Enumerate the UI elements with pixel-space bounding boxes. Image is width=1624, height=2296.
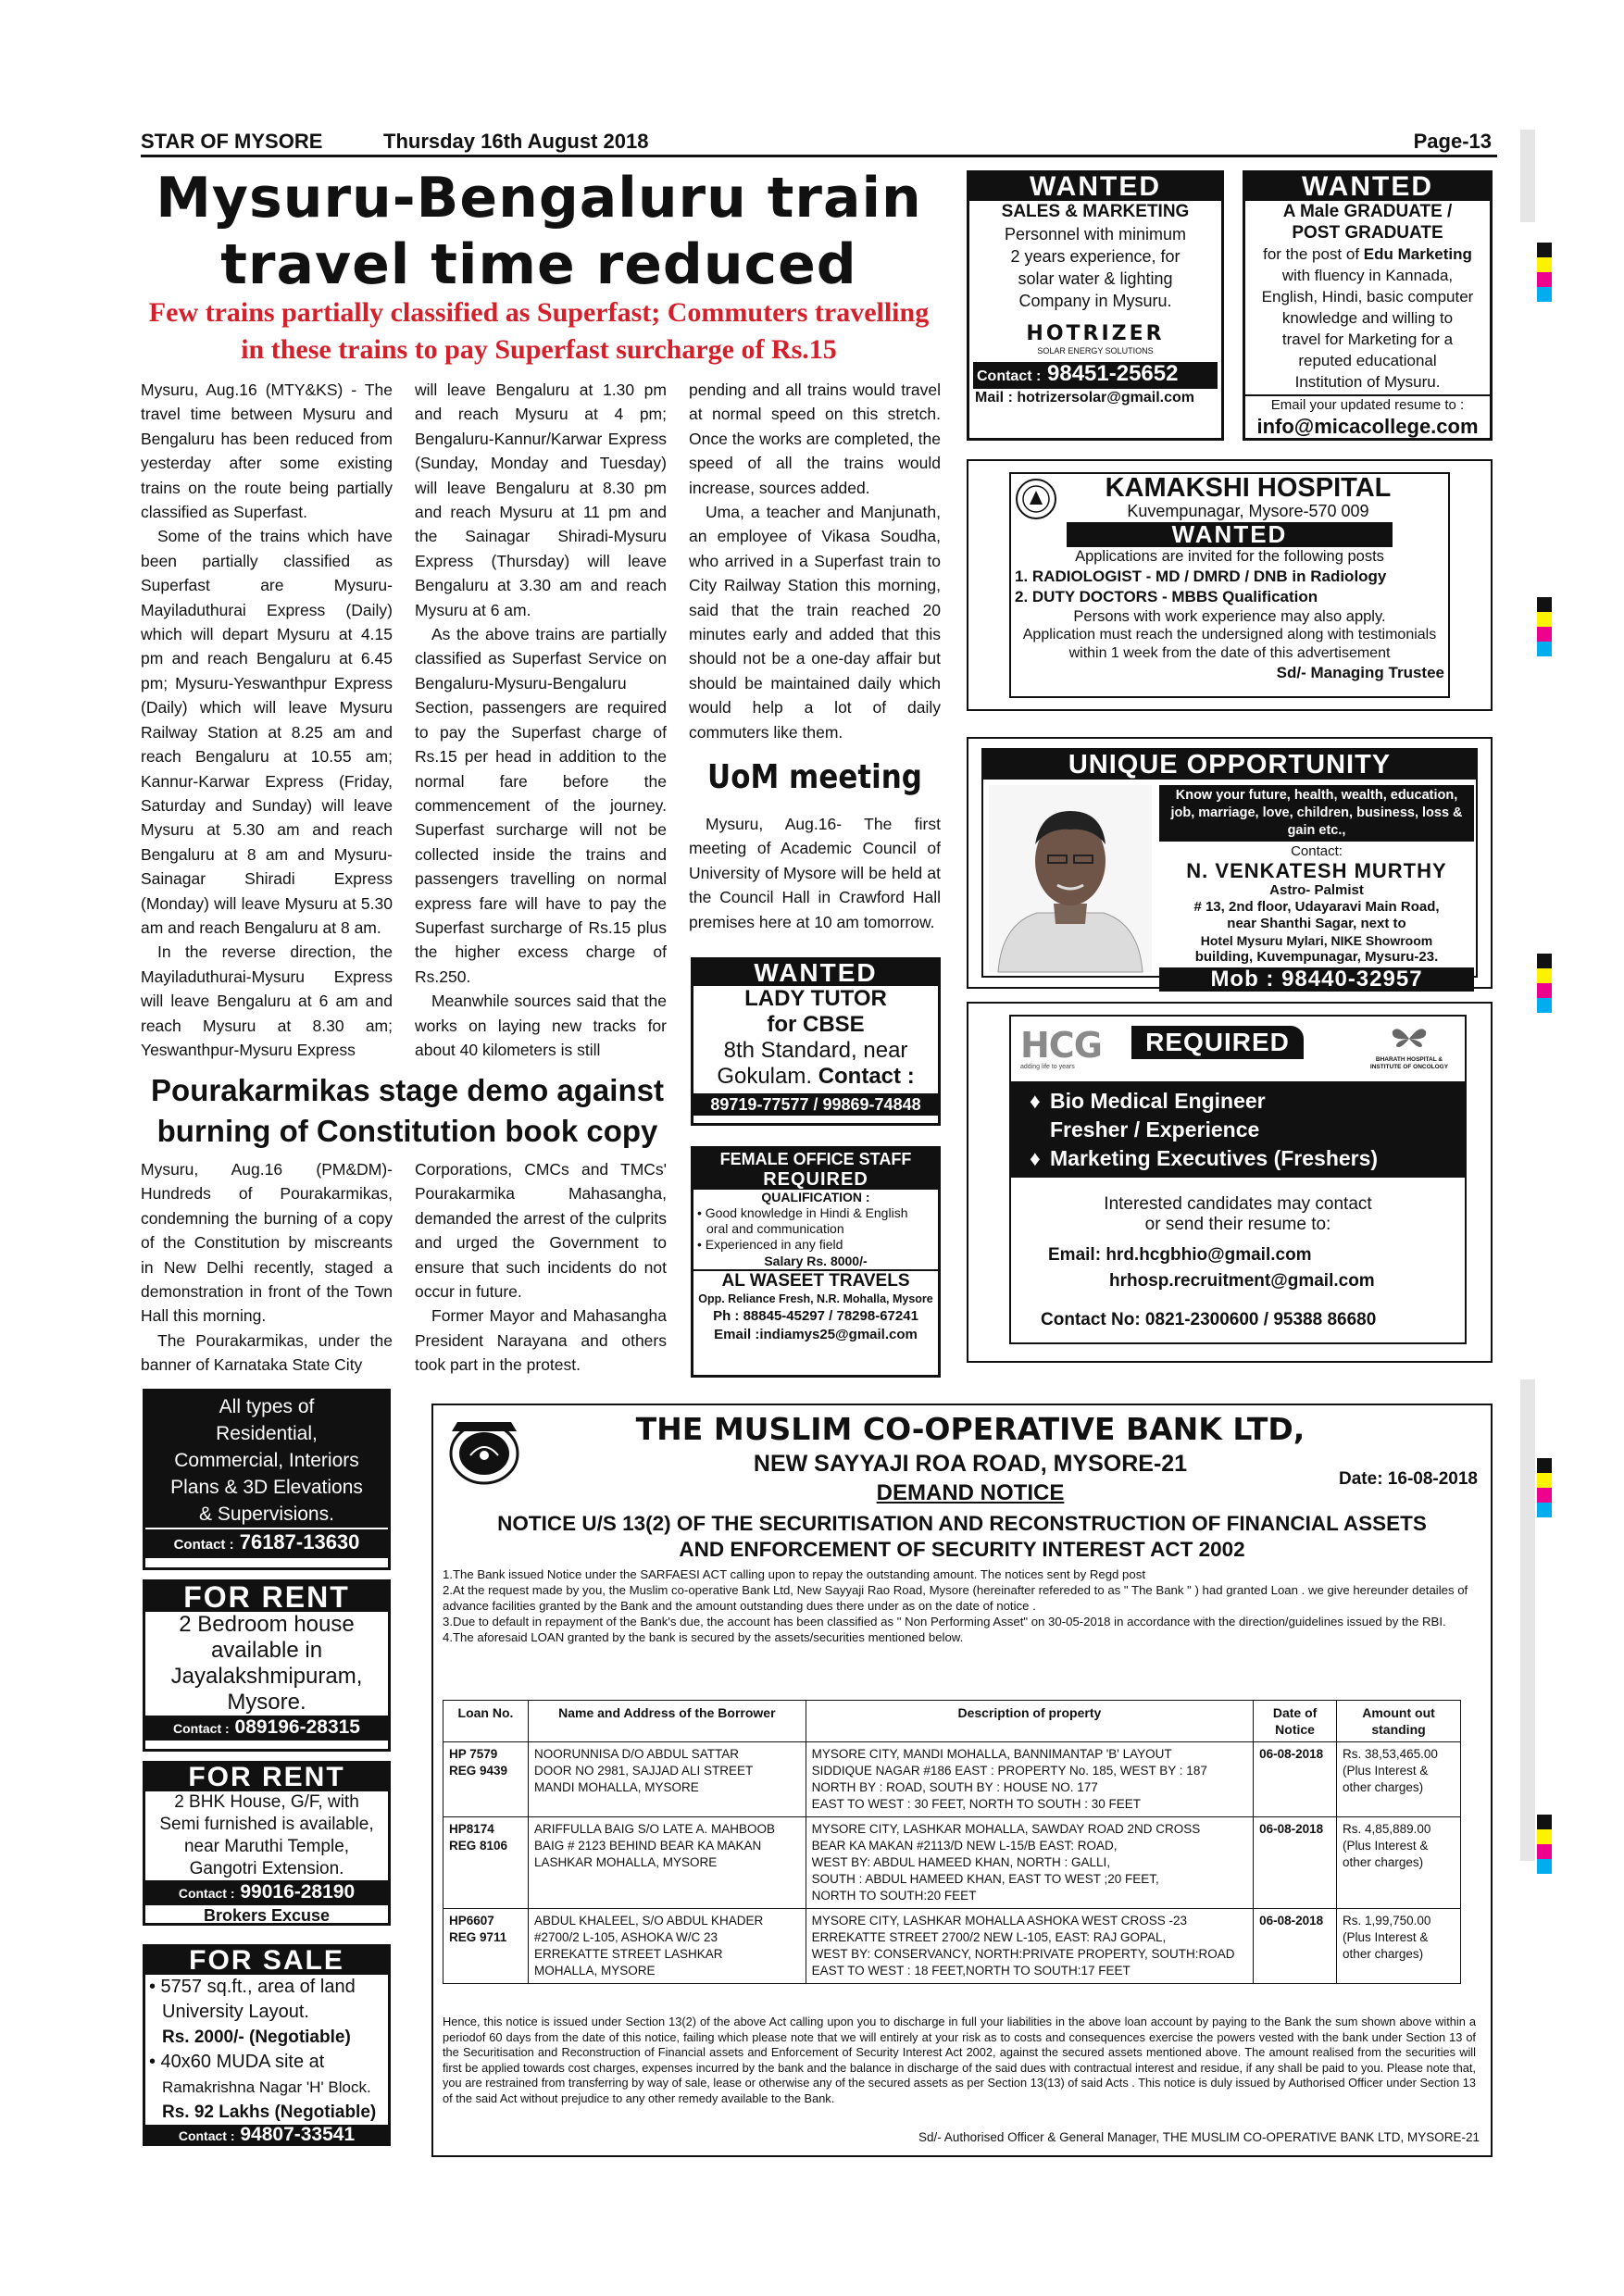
classified-line: Jayalakshmipuram, — [170, 1664, 363, 1689]
ad-line: knowledge and willing to — [1281, 309, 1454, 327]
borrower: NOORUNNISA D/O ABDUL SATTAR DOOR NO 2981, SAJJAD ALI STREET MANDI MOHALLA, MYSORE — [528, 1742, 806, 1817]
loan-no: HP 7579 REG 9439 — [443, 1742, 529, 1817]
classified-contact: Contact : 76187-13630 — [145, 1528, 388, 1558]
notice-date: Date: 16-08-2018 — [1339, 1469, 1478, 1489]
cmyk-marks-4 — [1537, 1458, 1552, 1517]
lead-story-subhead — [141, 294, 937, 368]
classified-line: 2 Bedroom house — [179, 1612, 355, 1637]
classified-price: Rs. 2000/- (Negotiable) — [162, 2028, 351, 2047]
female-salary: Salary Rs. 8000/- — [764, 1254, 868, 1268]
classified-title: FOR SALE — [145, 1947, 388, 1975]
hcg-email-2: hrhosp.recruitment@gmail.com — [1109, 1271, 1375, 1291]
classified-note: Brokers Excuse — [203, 1906, 331, 1925]
notice-date-cell: 06-08-2018 — [1254, 1817, 1337, 1909]
mica-email: info@micacollege.com — [1256, 415, 1479, 438]
bank-name: THE MUSLIM CO-OPERATIVE BANK LTD, — [635, 1411, 1305, 1447]
table-header: Name and Address of the Borrower — [528, 1701, 806, 1742]
astro-address: # 13, 2nd floor, Udayaravi Main Road, — [1193, 899, 1440, 915]
ad-astrologer — [967, 737, 1493, 992]
hospital-address: Kuvempunagar, Mysore-570 009 — [1127, 502, 1369, 520]
hospital-wanted-banner: WANTED — [1067, 522, 1393, 547]
paragraph: The Pourakarmikas, under the banner of Karnataka State City — [141, 1330, 393, 1375]
ad-lady-tutor — [691, 957, 941, 1126]
paragraph: Corporations, CMCs and TMCs' Pourakarmika Mahasangha, demanded the arrest of the culprits and urged the Government to ensure that such incidents do not occur in future. — [415, 1160, 667, 1302]
hotrizer-logo: HOTRIZER — [1026, 322, 1165, 345]
classified-line: Semi furnished is available, — [159, 1815, 374, 1834]
classified-contact: Contact : 94807-33541 — [145, 2125, 388, 2146]
classified-contact: Contact : 99016-28190 — [145, 1880, 388, 1905]
hospital-sign: Sd/- Managing Trustee — [1276, 664, 1444, 681]
page-number: Page-13 — [1413, 130, 1492, 153]
female-address: Opp. Reliance Fresh, N.R. Mohalla, Mysore — [698, 1292, 933, 1305]
hcg-contact-number: Contact No: 0821-2300600 / 95388 86680 — [1041, 1310, 1377, 1329]
astro-address: Hotel Mysuru Mylari, NIKE Showroom — [1200, 933, 1433, 948]
ad-line: for the post of Edu Marketing — [1263, 245, 1472, 263]
notice-title-1: NOTICE U/S 13(2) OF THE SECURITISATION AND RECONSTRUCTION OF FINANCIAL ASSETS — [497, 1512, 1427, 1535]
classified-price: Rs. 92 Lakhs (Negotiable) — [162, 2103, 377, 2122]
issue-date: Thursday 16th August 2018 — [383, 130, 649, 153]
notice-points — [443, 1566, 1481, 1645]
table-row — [443, 1742, 1461, 1817]
paragraph: As the above trains are partially classified as Superfast Service on Bengaluru-Mysuru-Bengaluru Section, passengers are required to pay the Superfast charge of Rs.15 per head in addition to the normal fare before the commencement of the journey. Superfast surcharge will not be collected inside the trains and passengers travelling on normal express fare will have to pay the Superfast surcharge of Rs.15 plus the higher excess charge of Rs.250. — [415, 625, 667, 986]
butterfly-icon — [1391, 1026, 1428, 1052]
lead-story-column-1 — [141, 378, 393, 1062]
female-company: AL WASEET TRAVELS — [693, 1269, 938, 1292]
astro-role: Astro- Palmist — [1269, 882, 1364, 898]
amount: Rs. 1,99,750.00 (Plus Interest & other charges) — [1337, 1909, 1461, 1984]
demand-notice-title: DEMAND NOTICE — [876, 1480, 1065, 1505]
classified-line: & Supervisions. — [199, 1504, 334, 1525]
ad-wanted-banner: WANTED — [969, 173, 1221, 201]
bharath-hospital-logo: BHARATH HOSPITAL & INSTITUTE OF ONCOLOGY — [1363, 1026, 1455, 1071]
classified-line: Mysore. — [227, 1690, 306, 1715]
hcg-item-1b: Fresher / Experience — [1050, 1117, 1260, 1142]
story2-column-1 — [141, 1157, 393, 1378]
story2-headline — [141, 1070, 674, 1152]
astro-contact-label: Contact: — [1291, 843, 1343, 859]
ad-line: SALES & MARKETING — [1001, 202, 1190, 221]
ad-line: A Male GRADUATE / — [1282, 202, 1453, 221]
hcg-contact-2: or send their resume to: — [1144, 1215, 1331, 1234]
cmyk-marks-5 — [1537, 1815, 1552, 1874]
ad-line: Personnel with minimum — [1004, 225, 1187, 243]
borrower: ABDUL KHALEEL, S/O ABDUL KHADER #2700/2 L-105, ASHOKA W/C 23 ERREKATTE STREET LASHKAR MOHALLA, MYSORE — [528, 1909, 806, 1984]
hcg-item-2: ♦ Marketing Executives (Freshers) — [1030, 1144, 1465, 1173]
registration-gray-bar-mid — [1520, 1379, 1535, 1861]
property: MYSORE CITY, LASHKAR MOHALLA ASHOKA WEST CROSS -23 ERREKATTE STREET 2700/2 NEW L-105, EAST: RAJ GOPAL, WEST BY: CONSERVANCY, NORTH:PRIVATE PROPERTY, SOUTH:ROAD EAST TO WEST : 18 FEET,NORTH TO SOUTH:17 FEET — [806, 1909, 1253, 1984]
hospital-intro: Applications are invited for the following posts — [1075, 548, 1384, 565]
notice-point: 3.Due to default in repayment of the Bank's due, the account has been classified as " Non Performing Asset" on 30-05-2018 in accordance with the direction/guidelines issued by the RBI. — [443, 1615, 1446, 1628]
female-title-1: FEMALE OFFICE STAFF — [693, 1149, 938, 1169]
table-header: Loan No. — [443, 1701, 529, 1742]
classified-interiors — [143, 1389, 391, 1570]
classified-contact: Contact : 089196-28315 — [145, 1716, 388, 1741]
female-email: Email :indiamys25@gmail.com — [714, 1327, 918, 1342]
ad-line: Email your updated resume to : — [1245, 394, 1490, 415]
hcg-email-1: Email: hrd.hcgbhio@gmail.com — [1048, 1245, 1312, 1265]
classified-line: Commercial, Interiors — [174, 1450, 359, 1471]
classified-for-rent-2 — [143, 1761, 391, 1926]
paragraph: Some of the trains which have been partially classified as Superfast are Mysuru-Mayiladuthurai Express (Daily) which will depart Mysuru at 4.15 pm and reach Bengaluru at 6.45 pm; Mysuru-Yeswanthpur Express (Daily) which will leave Mysuru Railway Station at 8.25 am and reach Bengaluru at 10.55 am; Kannur-Karwar Express (Friday, Saturday and Sunday) will leave Mysuru at 5.30 am and reach Bengaluru at 8 am and Mysuru-Sainagar Shiradi Express (Monday) will leave Mysuru at 5.30 am and reach Bengaluru at 8 am. — [141, 527, 393, 937]
classified-for-sale — [143, 1944, 391, 2146]
ad-wanted-banner: WANTED — [1245, 173, 1490, 201]
astro-address: building, Kuvempunagar, Mysuru-23. — [1194, 949, 1439, 965]
borrower: ARIFFULLA BAIG S/O LATE A. MAHBOOB BAIG # 2123 BEHIND BEAR KA MAKAN LASHKAR MOHALLA, MYSORE — [528, 1817, 806, 1909]
lead-story-column-3 — [689, 378, 941, 744]
classified-line: All types of — [219, 1396, 315, 1417]
classified-line: near Maruthi Temple, — [183, 1837, 350, 1856]
paragraph: Uma, a teacher and Manjunath, an employee of Vikasa Soudha, who arrived in a Superfast train to City Railway Station this morning, said that the train reached 20 minutes early and added that this should not be a one-day affair but should be maintained daily which would help a lot of daily commuters like them. — [689, 503, 941, 742]
bank-address: NEW SAYYAJI ROA ROAD, MYSORE-21 — [753, 1451, 1188, 1477]
classified-line: University Layout. — [162, 2002, 309, 2022]
ad-kamakshi-hospital — [967, 459, 1493, 711]
classified-line: • 40x60 MUDA site at — [149, 2052, 325, 2072]
hcg-required-banner: REQUIRED — [1131, 1026, 1304, 1059]
astrologer-photo — [989, 785, 1152, 972]
hotrizer-contact: Contact : 98451-25652 — [973, 362, 1218, 389]
classified-line: Plans & 3D Elevations — [170, 1477, 363, 1498]
classified-line: available in — [210, 1638, 323, 1663]
ad-line: 2 years experience, for — [1010, 247, 1181, 266]
notice-date-cell: 06-08-2018 — [1254, 1742, 1337, 1817]
ad-line: travel for Marketing for a — [1281, 331, 1454, 348]
tutor-line: LADY TUTOR — [744, 986, 887, 1011]
ad-line: reputed educational — [1298, 352, 1437, 369]
notice-title-2: AND ENFORCEMENT OF SECURITY INTEREST ACT 2002 — [679, 1538, 1245, 1561]
ad-line: English, Hindi, basic computer — [1261, 288, 1474, 306]
amount: Rs. 4,85,889.00 (Plus Interest & other charges) — [1337, 1817, 1461, 1909]
loan-no: HP6607 REG 9711 — [443, 1909, 529, 1984]
female-q1: • Good knowledge in Hindi & English — [697, 1205, 908, 1220]
registration-gray-bar-top — [1520, 130, 1535, 222]
tutor-wanted-banner: WANTED — [693, 960, 938, 986]
loan-table — [443, 1700, 1461, 1984]
story2-headline-line-2: burning of Constitution book copy — [156, 1114, 658, 1148]
astro-title: UNIQUE OPPORTUNITY — [983, 750, 1476, 780]
cmyk-marks-2 — [1537, 597, 1552, 656]
loan-no: HP8174 REG 8106 — [443, 1817, 529, 1909]
ad-line: POST GRADUATE — [1292, 223, 1443, 243]
page-header — [141, 128, 1497, 157]
ad-line: Company in Mysuru. — [1018, 292, 1172, 310]
uom-headline: UoM meeting — [707, 758, 922, 796]
table-header: Description of property — [806, 1701, 1253, 1742]
female-phone: Ph : 88845-45297 / 78298-67241 — [713, 1308, 918, 1324]
cmyk-marks-3 — [1537, 954, 1552, 1013]
hotrizer-tagline: SOLAR ENERGY SOLUTIONS — [1037, 346, 1154, 356]
classified-line: • 5757 sq.ft., area of land — [149, 1977, 356, 1997]
tutor-line: 8th Standard, near — [723, 1038, 908, 1063]
cmyk-marks-1 — [1537, 243, 1552, 302]
notice-point: 2.At the request made by you, the Muslim co-operative Bank Ltd, New Sayyaji Rao Road, Mysore (hereinafter refereded to as " The Bank " ) had granted Loan . we give hereunder detailes of advance facilities granted by the Bank and the amount outstanding dues there under as on the date of notice . — [443, 1583, 1468, 1613]
ad-line: Institution of Mysuru. — [1294, 373, 1441, 391]
paragraph: Mysuru, Aug.16 (MTY&KS) - The travel time between Mysuru and Bengaluru has been reduced from yesterday after some existing trains on the route being partially classified as Superfast. — [141, 381, 393, 522]
ad-female-office-staff — [691, 1146, 941, 1378]
astro-address: near Shanthi Sagar, next to — [1227, 916, 1406, 931]
subhead-line-2: in these trains to pay Superfast surcharge of Rs.15 — [241, 334, 837, 365]
tutor-line: Gokulam. Contact : — [717, 1064, 915, 1089]
property: MYSORE CITY, MANDI MOHALLA, BANNIMANTAP 'B' LAYOUT SIDDIQUE NAGAR #186 EAST : PROPERTY No. 185, WEST BY : 187 NORTH BY : ROAD, SOUTH BY : HOUSE NO. 177 EAST TO WEST : 30 FEET, NORTH TO SOUTH : 30 FEET — [806, 1742, 1253, 1817]
female-title-2: REQUIRED — [693, 1169, 938, 1190]
lead-story-column-2 — [415, 378, 667, 1062]
amount: Rs. 38,53,465.00 (Plus Interest & other charges) — [1337, 1742, 1461, 1817]
ad-line: with fluency in Kannada, — [1281, 267, 1454, 284]
hotrizer-mail: Mail : hotrizersolar@gmail.com — [975, 390, 1194, 406]
astro-name: N. VENKATESH MURTHY — [1186, 859, 1447, 882]
hcg-logo: HCG adding life to years — [1020, 1025, 1102, 1070]
lead-story-headline — [141, 165, 937, 298]
hospital-post-1: 1. RADIOLOGIST - MD / DMRD / DNB in Radiology — [1015, 568, 1387, 585]
classified-for-rent-1 — [143, 1579, 391, 1752]
paragraph: pending and all trains would travel at normal speed on this stretch. Once the works are completed, the speed of all the trains would increase, sources added. — [689, 381, 941, 497]
tutor-phone: 89719-77577 / 99869-74848 — [693, 1093, 938, 1116]
classified-line: Residential, — [216, 1423, 318, 1444]
classified-line: 2 BHK House, G/F, with — [174, 1792, 359, 1812]
table-header: Amount out standing — [1337, 1701, 1461, 1742]
headline-line-1: Mysuru-Bengaluru train — [156, 166, 922, 231]
ad-hcg-hospital — [967, 1002, 1493, 1363]
notice-signature: Sd/- Authorised Officer & General Manager, THE MUSLIM CO-OPERATIVE BANK LTD, MYSORE-21 — [918, 2130, 1480, 2144]
tutor-line: for CBSE — [767, 1012, 865, 1037]
table-row — [443, 1909, 1461, 1984]
hospital-name: KAMAKSHI HOSPITAL — [1105, 473, 1392, 503]
hospital-note: Persons with work experience may also apply. — [1073, 608, 1386, 625]
notice-closing: Hence, this notice is issued under Section 13(2) of the above Act calling upon you to discharge in full your liabilities in the above loan account by paying to the Bank the sum shown above within a periodof 60 days from the date of this notice, failing which please note that we will entirely at your risk as to costs and consequences exercise the powers vested with the bank under Section 13 of the Securitisation and Reconstruction of Financial assets and Enforcement of Security Interest Act 2002, against the secured assets mentioned above. The amount realised from the securities will first be applied towards cost charges, expenses incurred by the bank and the balance in discharge of the said dues with contractual interest and residue, if any shall be paid to you. Please note that, you are restrained from transferring by way of sale, lease or otherwise any of the secured assets as per Section 13(13) of said Acts . This notice is duly issued by Authorised Officer under Section 13 of the said Act without prejudice to any other remedy available to the Bank. — [443, 2015, 1476, 2105]
uom-story — [689, 755, 941, 934]
paragraph: Mysuru, Aug.16 (PM&DM)- Hundreds of Pourakarmikas, condemning the burning of a copy of the Constitution by miscreants in New Delhi recently, staged a demonstration in front of the Town Hall this morning. — [141, 1160, 393, 1326]
table-header: Date of Notice — [1254, 1701, 1337, 1742]
uom-body: Mysuru, Aug.16- The first meeting of Academic Council of University of Mysore will be held at the Council Hall in Crawford Hall premises here at 10 am tomorrow. — [689, 815, 941, 931]
paper-name: STAR OF MYSORE — [141, 130, 323, 153]
paragraph: Meanwhile sources said that the works on laying new tracks for about 40 kilometers is still — [415, 992, 667, 1059]
classified-line: Ramakrishna Nagar 'H' Block. — [162, 2078, 371, 2096]
paragraph: Former Mayor and Mahasangha President Narayana and others took part in the protest. — [415, 1306, 667, 1375]
paragraph: In the reverse direction, the Mayiladuthurai-Mysuru Express will leave Bengaluru at 6 am and reach Mysuru at 8.30 am; Yeswanthpur-Mysuru Express — [141, 942, 393, 1059]
hospital-post-2: 2. DUTY DOCTORS - MBBS Qualification — [1015, 588, 1318, 605]
headline-line-2: travel time reduced — [220, 232, 857, 297]
classified-title: FOR RENT — [145, 1764, 388, 1791]
paragraph: will leave Bengaluru at 1.30 pm and reach Mysuru at 4 pm; Bengaluru-Kannur/Karwar Express (Sunday, Monday and Tuesday) will leave Bengaluru at 8.30 pm and reach Mysuru at 11 pm and the Sainagar Shiradi-Mysuru Express (Thursday) will leave Bengaluru at 3.30 am and reach Mysuru at 6 am. — [415, 381, 667, 619]
ad-hotrizer — [967, 170, 1224, 441]
female-q2: • Experienced in any field — [697, 1237, 843, 1252]
female-qualification: QUALIFICATION : — [761, 1190, 870, 1204]
astro-mobile: Mob : 98440-32957 — [1159, 967, 1474, 992]
notice-point: 1.The Bank issued Notice under the SARFAESI ACT calling upon to repay the outstanding amount. The notices sent by Regd post — [443, 1567, 1145, 1581]
property: MYSORE CITY, LASHKAR MOHALLA, SAWDAY ROAD 2ND CROSS BEAR KA MAKAN #2113/D NEW L-15/B EAST: ROAD, WEST BY: ABDUL HAMEED KHAN, NORTH : GALLI, SOUTH : ABDUL HAMEED KHAN, EAST TO WEST ;20 FEET, NORTH TO SOUTH:20 FEET — [806, 1817, 1253, 1909]
story2-column-2 — [415, 1157, 667, 1378]
ad-line: solar water & lighting — [1018, 269, 1173, 288]
classified-title: FOR RENT — [145, 1582, 388, 1612]
bank-demand-notice — [431, 1404, 1493, 2157]
hcg-item-1: ♦ Bio Medical Engineer — [1030, 1087, 1465, 1116]
classified-line: Gangotri Extension. — [189, 1859, 344, 1878]
subhead-line-1: Few trains partially classified as Superfast; Commuters travelling — [148, 297, 930, 328]
bank-emblem-icon — [446, 1418, 522, 1487]
astro-banner: Know your future, health, wealth, education, job, marriage, love, children, business, loss & gain etc., — [1159, 785, 1474, 842]
hospital-emblem-icon — [1015, 478, 1057, 520]
hcg-contact-1: Interested candidates may contact — [1104, 1194, 1372, 1214]
diamond-bullet-icon: ♦ — [1030, 1089, 1041, 1113]
hospital-body: Application must reach the undersigned along with testimonials within 1 week from the date of this advertisement — [1022, 627, 1437, 661]
notice-date-cell: 06-08-2018 — [1254, 1909, 1337, 1984]
female-q1b: oral and communication — [706, 1221, 844, 1236]
story2-headline-line-1: Pourakarmikas stage demo against — [151, 1073, 664, 1107]
table-row — [443, 1817, 1461, 1909]
notice-point: 4.The aforesaid LOAN granted by the bank is secured by the assets/securities mentioned below. — [443, 1630, 964, 1644]
diamond-bullet-icon: ♦ — [1030, 1146, 1041, 1170]
ad-mica-college — [1243, 170, 1493, 441]
